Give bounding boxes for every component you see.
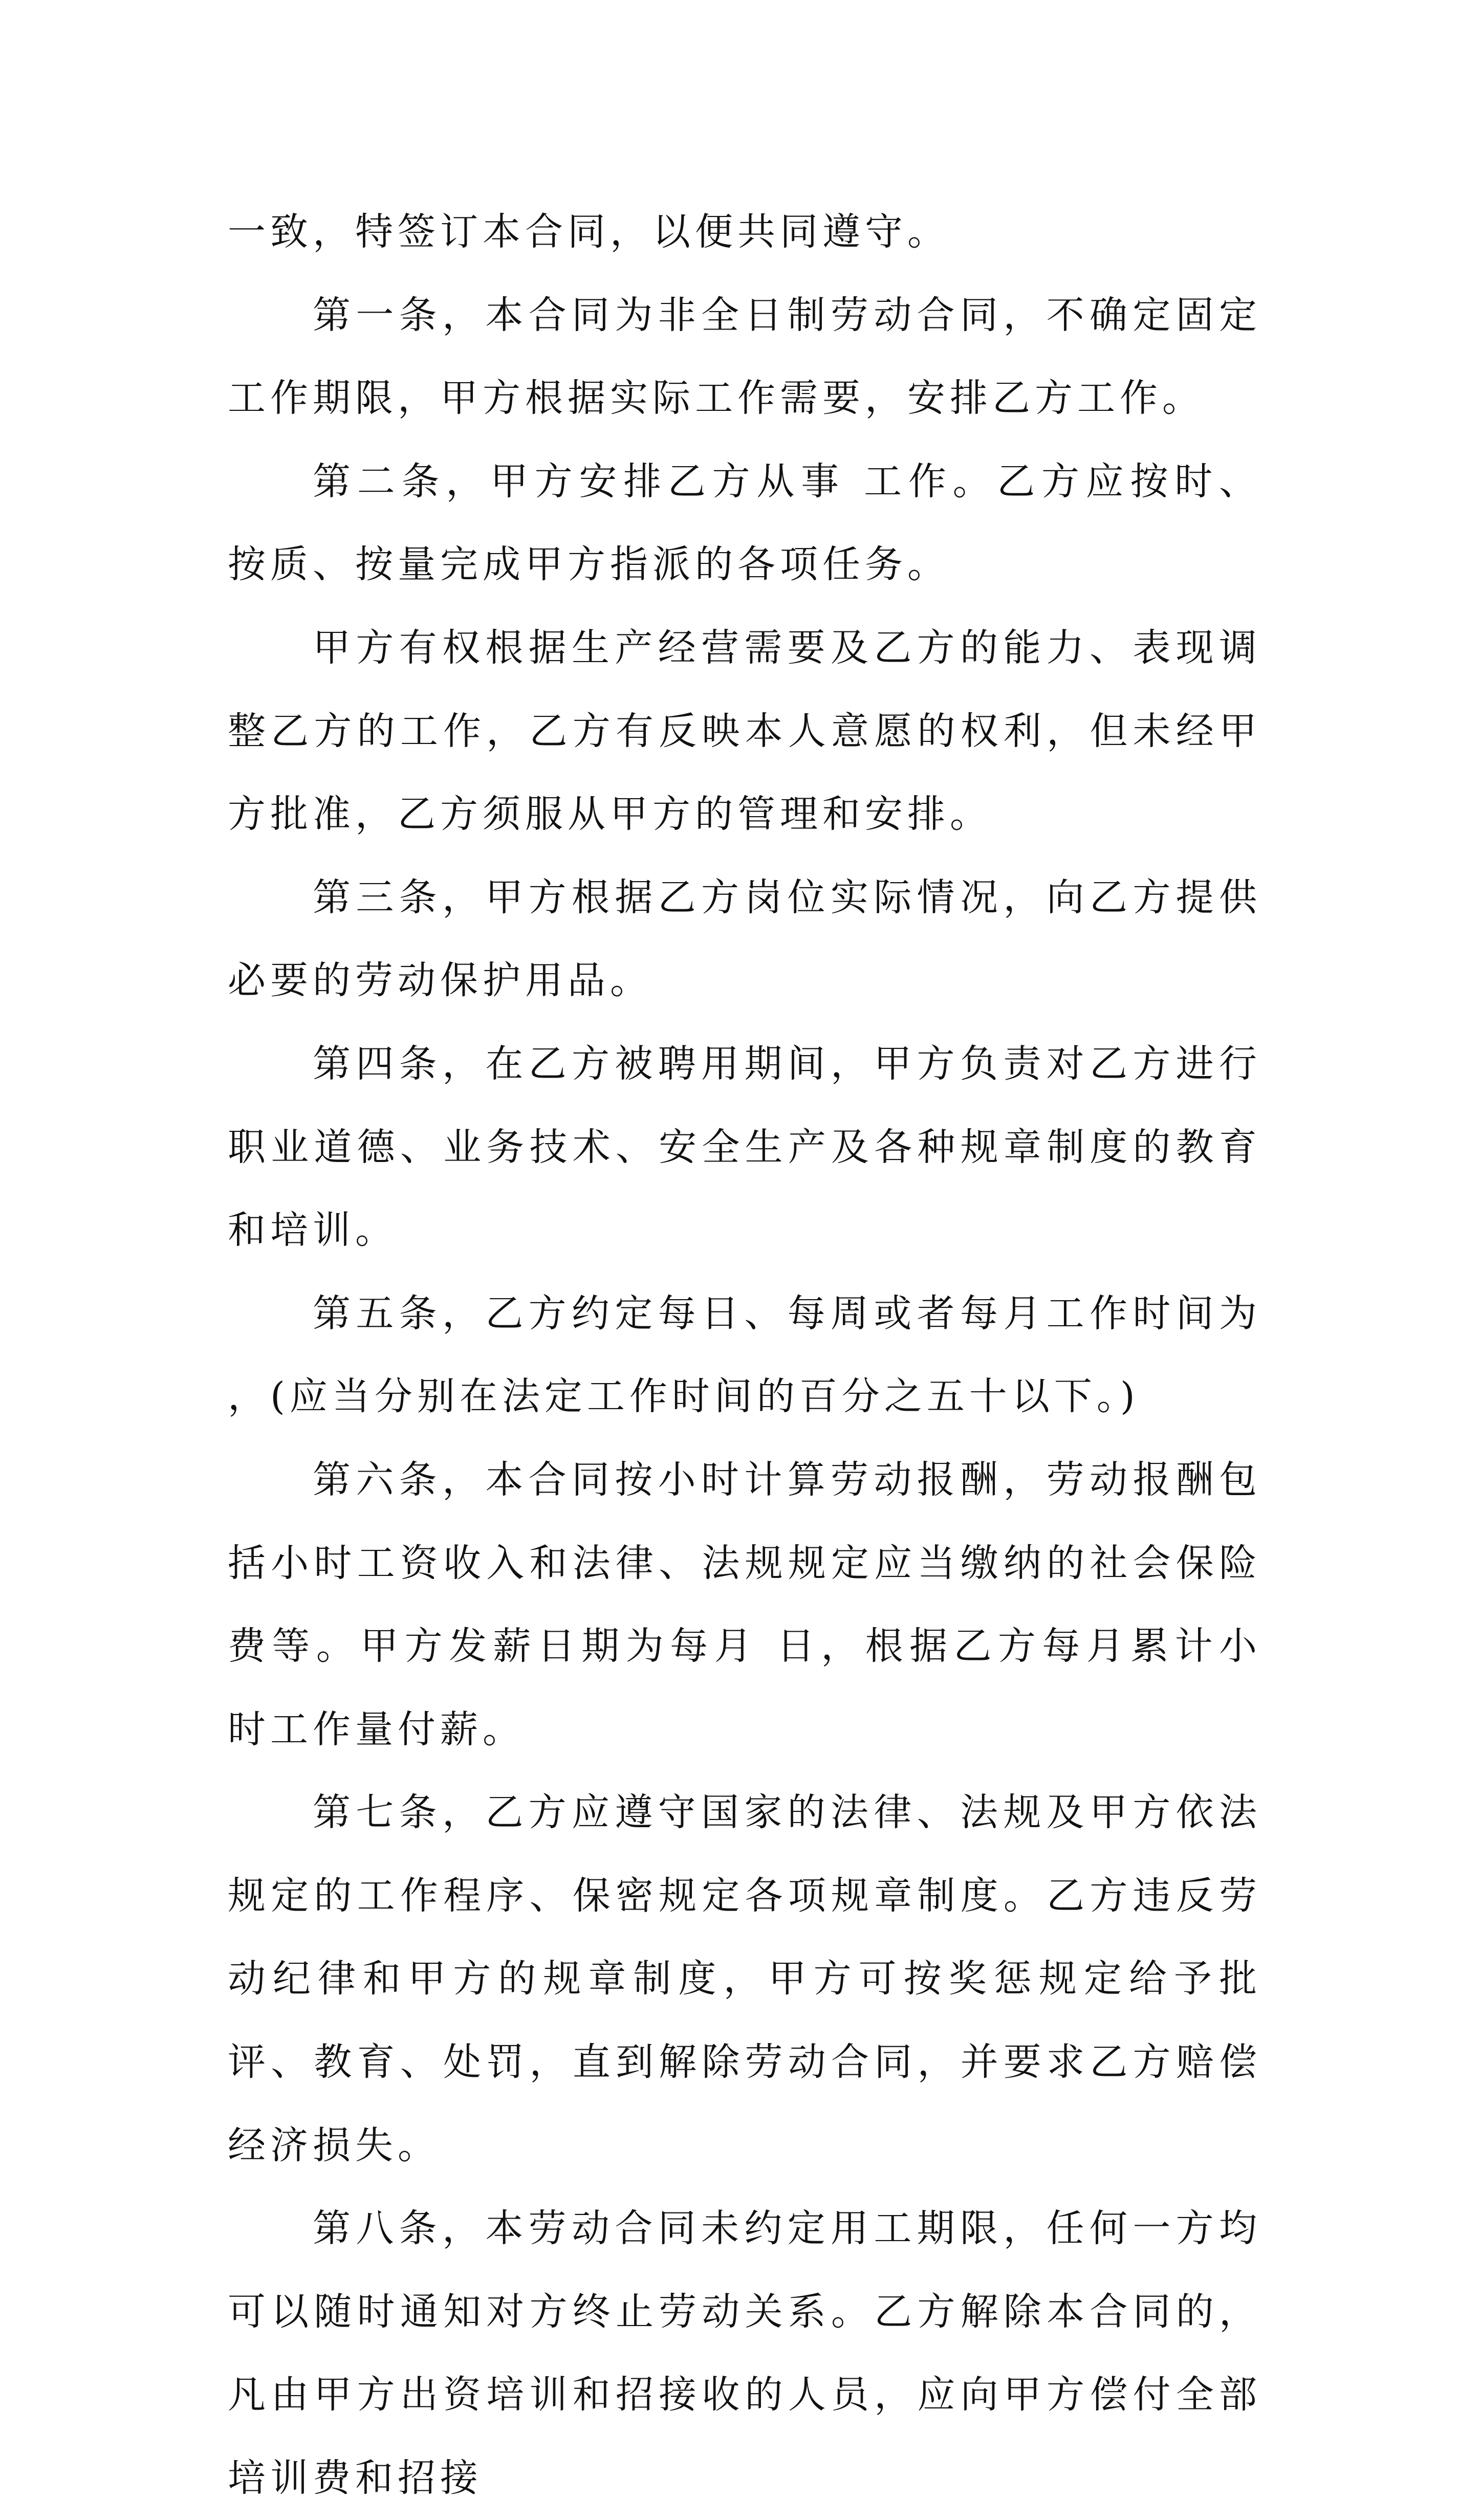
paragraph-article-3: 第三条，甲方根据乙方岗位实际情况，向乙方提供必要的劳动保护用品。: [228, 875, 1261, 1003]
paragraph-article-2: 第二条，甲方安排乙方从事 工作。乙方应按时、按质、按量完成甲方指派的各项任务。: [228, 459, 1261, 587]
paragraph-article-8: 第八条，本劳动合同未约定用工期限，任何一方均可以随时通知对方终止劳动关系。乙方解除本合同的，凡由甲方出资培训和招接收的人员，应向甲方偿付全部培训费和招接: [228, 2206, 1261, 2501]
paragraph-article-2-detail: 甲方有权根据生产经营需要及乙方的能力、表现调整乙方的工作，乙方有反映本人意愿的权利，但未经甲方批准，乙方须服从甲方的管理和安排。: [228, 625, 1261, 837]
paragraph-continuation: 一致，特签订本合同，以便共同遵守。: [228, 210, 950, 254]
paragraph-article-5: 第五条，乙方约定每日、每周或者每月工作时间为 ，(应当分别在法定工作时间的百分之五十以下。): [228, 1291, 1278, 1419]
paragraph-article-6: 第六条，本合同按小时计算劳动报酬，劳动报酬包括小时工资收入和法律、法规规定应当缴纳的社会保险费等。甲方发薪日期为每月 日，根据乙方每月累计小时工作量付薪。: [228, 1457, 1261, 1751]
paragraph-article-7: 第七条，乙方应遵守国家的法律、法规及甲方依法规定的工作程序、保密规定各项规章制度。乙方违反劳动纪律和甲方的规章制度，甲方可按奖惩规定给予批评、教育、处罚，直到解除劳动合同，并要求乙方赔偿经济损失。: [228, 1790, 1261, 2167]
document-body: [228, 190, 1278, 2520]
paragraph-article-1: 第一条，本合同为非全日制劳动合同，不确定固定工作期限，甲方根据实际工作需要，安排乙方工作。: [228, 293, 1261, 421]
paragraph-article-4: 第四条，在乙方被聘用期间，甲方负责对乙方进行职业道德、业务技术、安全生产及各种规章制度的教育和培训。: [228, 1041, 1261, 1253]
